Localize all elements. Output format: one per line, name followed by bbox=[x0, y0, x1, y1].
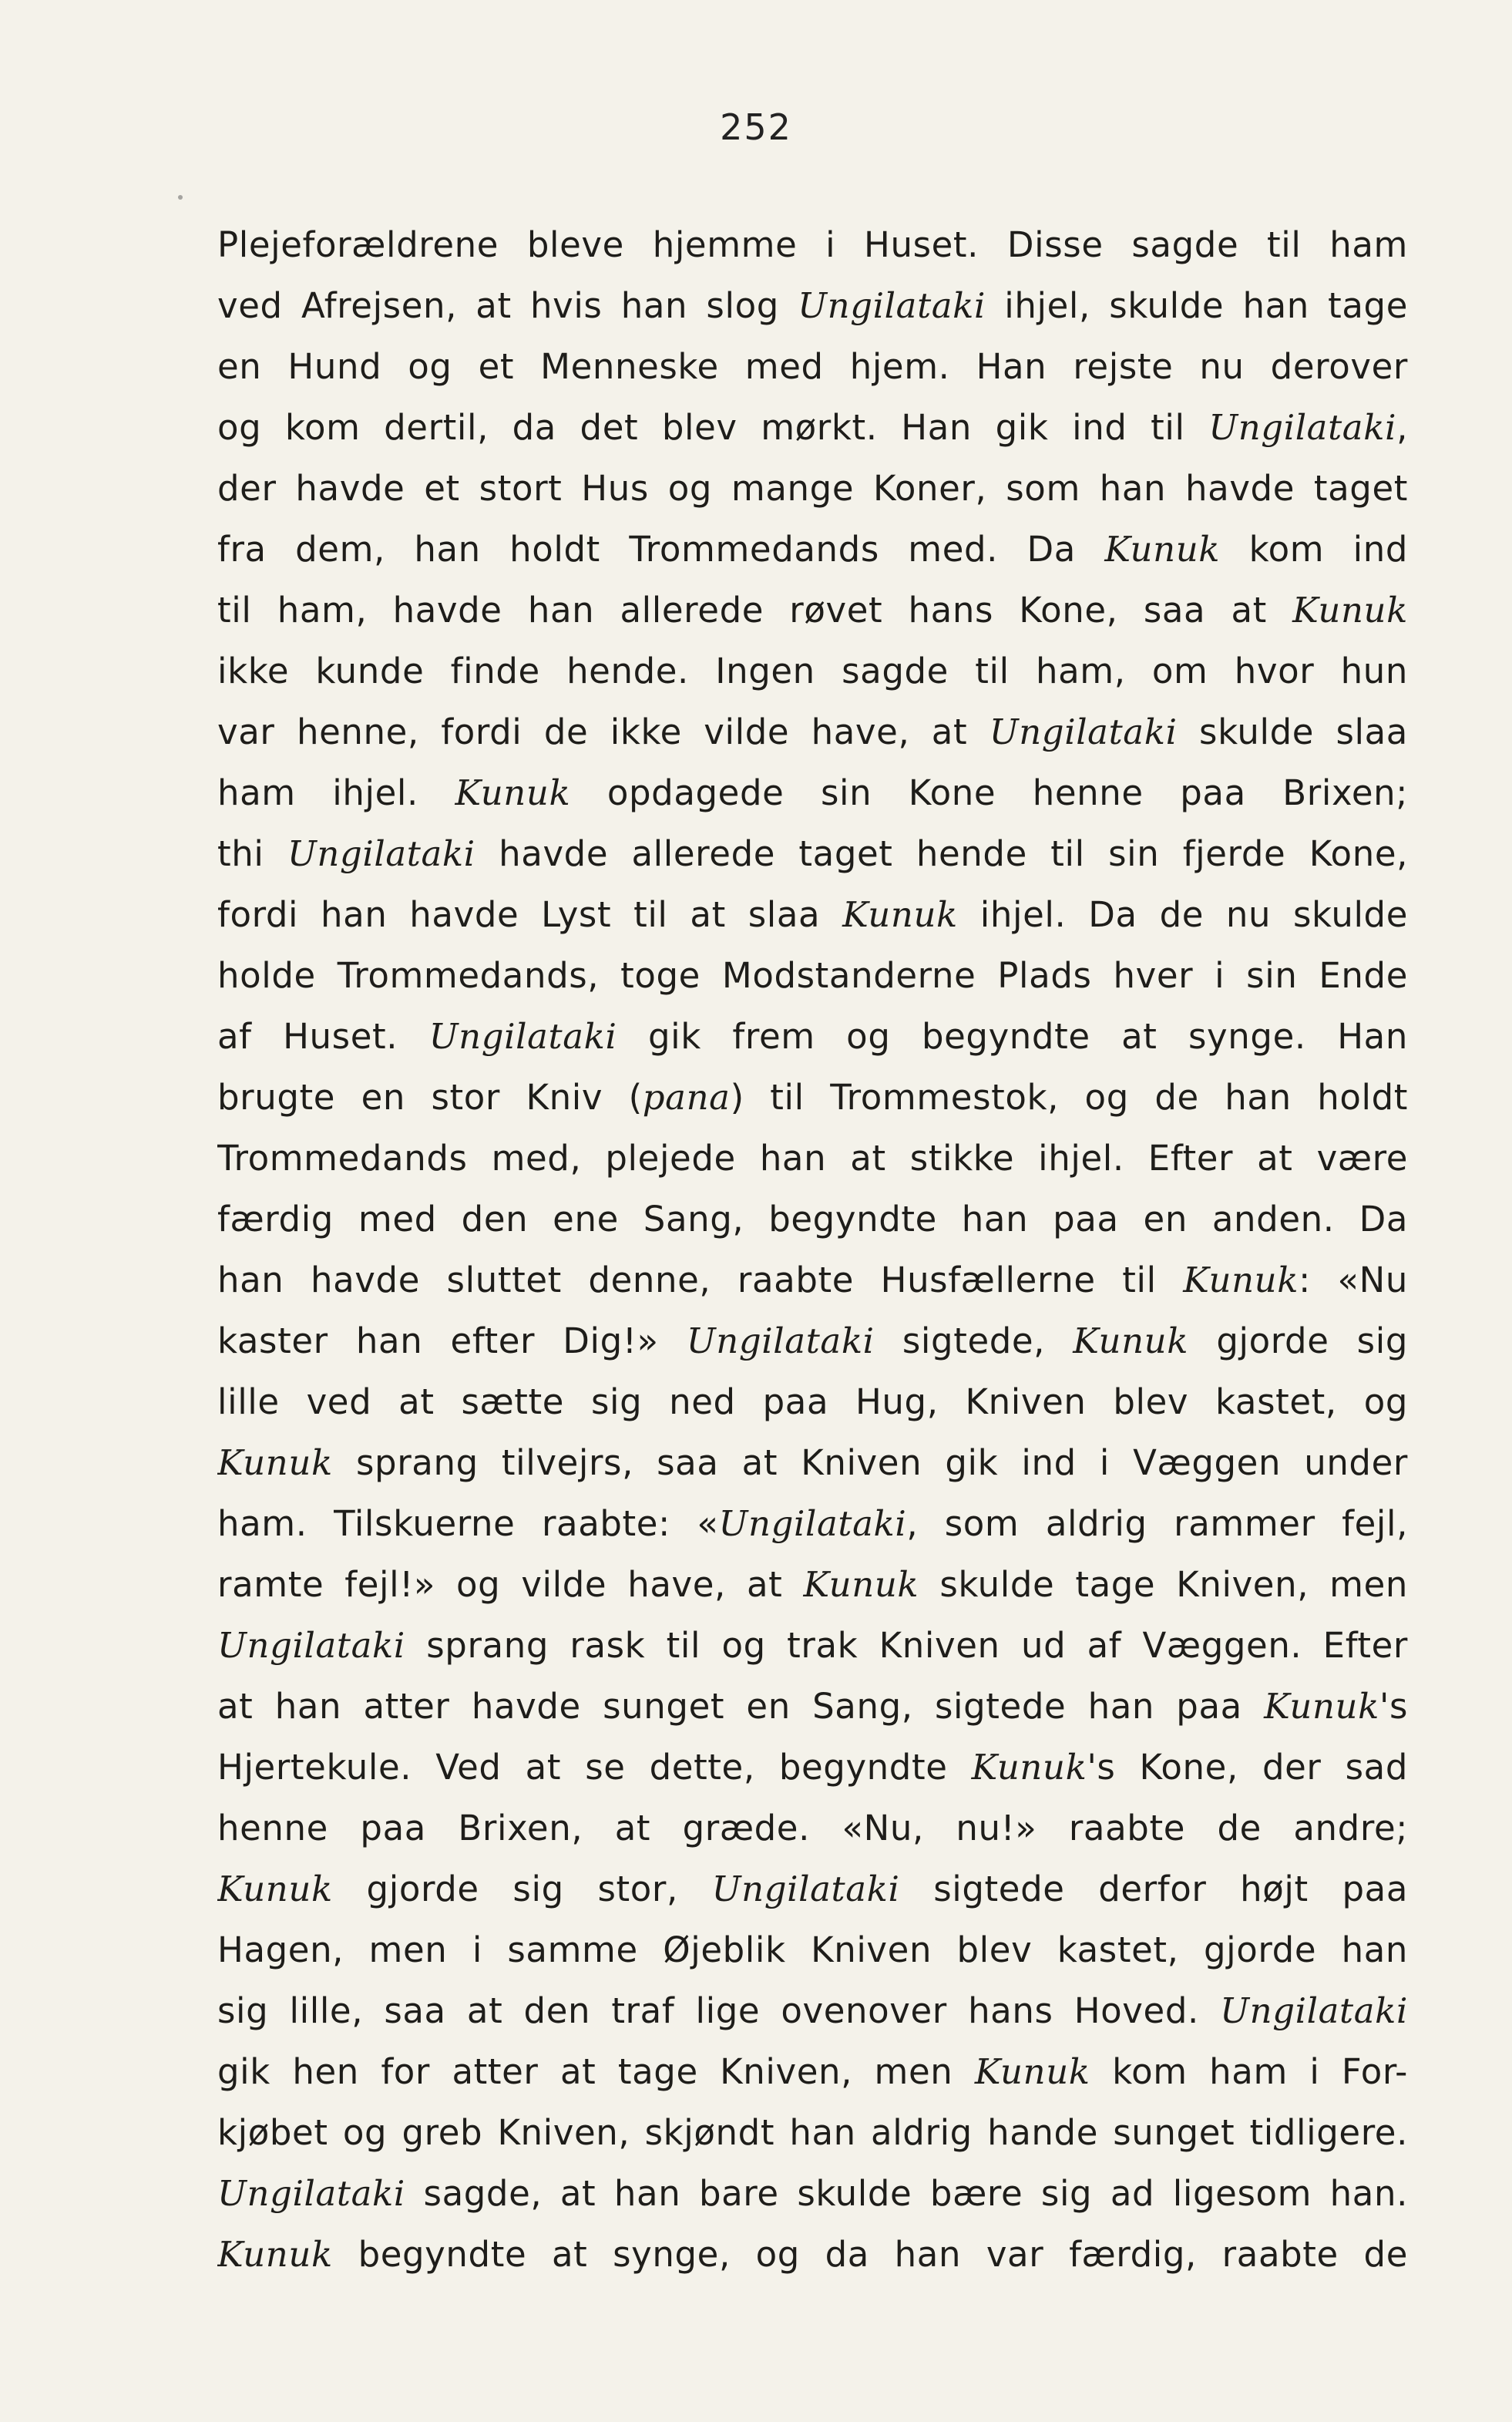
text-segment: begyndte at synge, og da han var færdig, raabte de bbox=[332, 2234, 1408, 2275]
text-segment: han havde sluttet denne, raabte Husfællerne til bbox=[217, 1260, 1184, 1300]
text-line bbox=[217, 1189, 1408, 1250]
italic-name: Kunuk bbox=[971, 1747, 1087, 1788]
text-line bbox=[217, 1250, 1408, 1310]
text-line bbox=[217, 1310, 1408, 1371]
text-line bbox=[217, 1006, 1408, 1067]
text-line bbox=[217, 214, 1408, 275]
italic-name: Kunuk bbox=[974, 2051, 1090, 2092]
text-segment: sprang rask til og trak Kniven ud af Væggen. Efter bbox=[405, 1625, 1408, 1666]
text-line bbox=[217, 2102, 1408, 2163]
page-number: 252 bbox=[720, 106, 792, 148]
italic-name: Kunuk bbox=[803, 1564, 919, 1605]
body-text bbox=[217, 214, 1408, 2285]
text-line bbox=[217, 1676, 1408, 1737]
text-line bbox=[217, 1980, 1408, 2041]
text-line bbox=[217, 2163, 1408, 2224]
text-line bbox=[217, 336, 1408, 397]
text-segment: ham ihjel. bbox=[217, 772, 455, 813]
paper-speck bbox=[178, 195, 183, 200]
italic-name: Ungilataki bbox=[798, 285, 986, 326]
italic-name: Ungilataki bbox=[711, 1869, 900, 1909]
text-line bbox=[217, 823, 1408, 884]
text-line bbox=[217, 2041, 1408, 2102]
text-segment: at han atter havde sunget en Sang, sigtede han paa bbox=[217, 1686, 1265, 1727]
italic-name: Ungilataki bbox=[1220, 1990, 1408, 2031]
text-line bbox=[217, 580, 1408, 641]
text-segment: ) til Trommestok, og de han holdt bbox=[730, 1077, 1408, 1118]
text-segment: , bbox=[1396, 407, 1408, 448]
italic-name: Ungilataki bbox=[1208, 407, 1397, 448]
text-line bbox=[217, 1432, 1408, 1493]
text-line bbox=[217, 458, 1408, 519]
text-line bbox=[217, 945, 1408, 1006]
text-line bbox=[217, 1371, 1408, 1432]
italic-name: pana bbox=[642, 1077, 731, 1118]
text-segment: kom ind bbox=[1220, 529, 1408, 570]
text-segment: : «Nu bbox=[1299, 1260, 1408, 1300]
text-line bbox=[217, 1554, 1408, 1615]
text-segment: og kom dertil, da det blev mørkt. Han gik ind til bbox=[217, 407, 1209, 448]
italic-name: Kunuk bbox=[842, 894, 958, 935]
text-line bbox=[217, 1493, 1408, 1554]
text-line bbox=[217, 2224, 1408, 2285]
text-segment: ihjel. Da de nu skulde bbox=[957, 894, 1408, 935]
italic-name: Kunuk bbox=[1292, 590, 1408, 631]
italic-name: Kunuk bbox=[455, 772, 571, 813]
text-line bbox=[217, 397, 1408, 458]
text-line bbox=[217, 1128, 1408, 1189]
text-segment: sprang tilvejrs, saa at Kniven gik ind i Væggen under bbox=[332, 1442, 1408, 1483]
text-line bbox=[217, 1919, 1408, 1980]
text-segment: opdagede sin Kone henne paa Brixen; bbox=[570, 772, 1408, 813]
italic-name: Kunuk bbox=[217, 2234, 333, 2275]
text-segment: havde allerede taget hende til sin fjerde Kone, bbox=[475, 833, 1408, 874]
text-segment: Hagen, men i samme Øjeblik Kniven blev kastet, gjorde han bbox=[217, 1929, 1408, 1970]
text-segment: sagde, at han bare skulde bære sig ad ligesom han. bbox=[405, 2173, 1408, 2214]
italic-name: Ungilataki bbox=[217, 2173, 405, 2214]
italic-name: Kunuk bbox=[217, 1869, 333, 1909]
text-line bbox=[217, 1859, 1408, 1919]
text-line bbox=[217, 641, 1408, 701]
text-line bbox=[217, 762, 1408, 823]
text-segment: gik frem og begyndte at synge. Han bbox=[617, 1016, 1408, 1057]
text-segment: kjøbet og greb Kniven, skjøndt han aldrig hande sunget tidligere. bbox=[217, 2112, 1408, 2153]
text-segment: ikke kunde finde hende. Ingen sagde til ham, om hvor hun bbox=[217, 651, 1408, 691]
text-segment: 's bbox=[1379, 1686, 1408, 1727]
text-segment: ramte fejl!» og vilde have, at bbox=[217, 1564, 804, 1605]
text-segment: gjorde sig bbox=[1188, 1320, 1408, 1361]
text-segment: skulde slaa bbox=[1177, 711, 1408, 752]
text-segment: ved Afrejsen, at hvis han slog bbox=[217, 285, 798, 326]
italic-name: Kunuk bbox=[1073, 1320, 1189, 1361]
text-line bbox=[217, 884, 1408, 945]
text-segment: kaster han efter Dig!» bbox=[217, 1320, 687, 1361]
italic-name: Ungilataki bbox=[718, 1503, 907, 1544]
text-segment: sigtede, bbox=[874, 1320, 1074, 1361]
text-line bbox=[217, 1615, 1408, 1676]
italic-name: Ungilataki bbox=[287, 833, 475, 874]
text-segment: fra dem, han holdt Trommedands med. Da bbox=[217, 529, 1105, 570]
text-line bbox=[217, 1067, 1408, 1128]
text-segment: gik hen for atter at tage Kniven, men bbox=[217, 2051, 975, 2092]
text-line bbox=[217, 1798, 1408, 1859]
text-segment: gjorde sig stor, bbox=[332, 1869, 712, 1909]
text-segment: Hjertekule. Ved at se dette, begyndte bbox=[217, 1747, 972, 1788]
text-line bbox=[217, 275, 1408, 336]
text-segment: fordi han havde Lyst til at slaa bbox=[217, 894, 843, 935]
text-segment: sigtede derfor højt paa bbox=[899, 1869, 1408, 1909]
text-segment: 's Kone, der sad bbox=[1087, 1747, 1408, 1788]
text-segment: ham. Tilskuerne raabte: « bbox=[217, 1503, 719, 1544]
text-segment: henne paa Brixen, at græde. «Nu, nu!» raabte de andre; bbox=[217, 1808, 1408, 1848]
text-segment: der havde et stort Hus og mange Koner, som han havde taget bbox=[217, 468, 1408, 509]
italic-name: Kunuk bbox=[1104, 529, 1221, 570]
text-segment: ihjel, skulde han tage bbox=[986, 285, 1408, 326]
text-line bbox=[217, 1737, 1408, 1798]
text-segment: kom ham i For- bbox=[1090, 2051, 1408, 2092]
text-line bbox=[217, 701, 1408, 762]
text-segment: til ham, havde han allerede røvet hans Kone, saa at bbox=[217, 590, 1293, 631]
text-segment: lille ved at sætte sig ned paa Hug, Kniven blev kastet, og bbox=[217, 1381, 1408, 1422]
italic-name: Ungilataki bbox=[686, 1320, 875, 1361]
text-segment: holde Trommedands, toge Modstanderne Plads hver i sin Ende bbox=[217, 955, 1408, 996]
text-segment: Trommedands med, plejede han at stikke ihjel. Efter at være bbox=[217, 1138, 1408, 1179]
italic-name: Kunuk bbox=[217, 1442, 333, 1483]
text-segment: brugte en stor Kniv ( bbox=[217, 1077, 643, 1118]
text-segment: færdig med den ene Sang, begyndte han paa en anden. Da bbox=[217, 1199, 1408, 1240]
text-line bbox=[217, 519, 1408, 580]
italic-name: Kunuk bbox=[1183, 1260, 1299, 1300]
text-segment: af Huset. bbox=[217, 1016, 429, 1057]
text-segment: Plejeforældrene bleve hjemme i Huset. Disse sagde til ham bbox=[217, 224, 1408, 265]
text-segment: , som aldrig rammer fejl, bbox=[906, 1503, 1408, 1544]
text-segment: skulde tage Kniven, men bbox=[919, 1564, 1408, 1605]
italic-name: Ungilataki bbox=[428, 1016, 617, 1057]
text-segment: en Hund og et Menneske med hjem. Han rejste nu derover bbox=[217, 346, 1408, 387]
italic-name: Kunuk bbox=[1264, 1686, 1379, 1727]
italic-name: Ungilataki bbox=[989, 711, 1178, 752]
text-segment: thi bbox=[217, 833, 287, 874]
text-segment: sig lille, saa at den traf lige ovenover hans Hoved. bbox=[217, 1990, 1221, 2031]
italic-name: Ungilataki bbox=[217, 1625, 405, 1666]
text-segment: var henne, fordi de ikke vilde have, at bbox=[217, 711, 990, 752]
